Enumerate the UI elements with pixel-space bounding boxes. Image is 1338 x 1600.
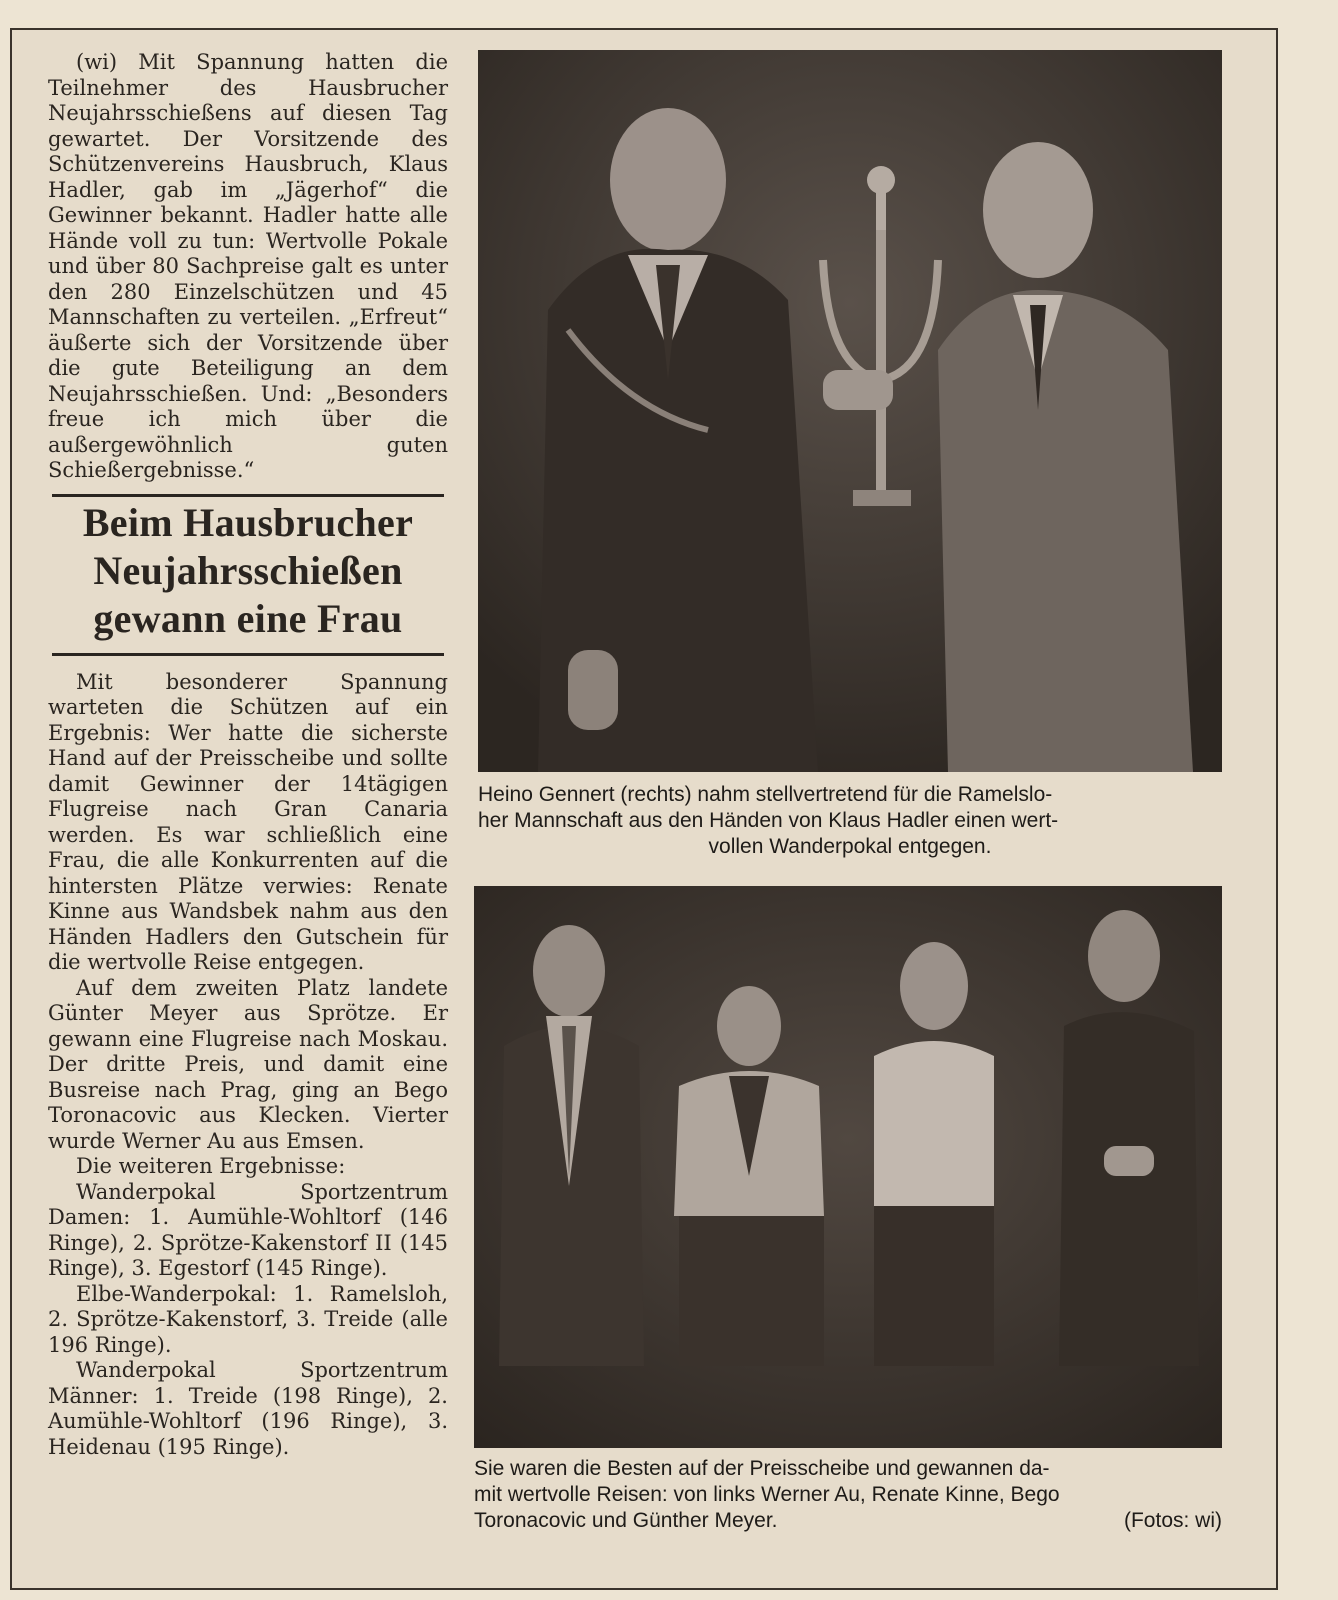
body-paragraph-4: Wanderpokal Sportzentrum Damen: 1. Aumühle-Wohltorf (146 Ringe), 2. Sprötze-Kakenstorf II (145 Ringe), 3. Egestorf (145 Ringe). <box>48 1179 448 1280</box>
body-paragraph-3: Die weiteren Ergebnisse: <box>76 1154 346 1178</box>
photo-1-caption <box>478 782 1222 860</box>
caption-2-line-1: Sie waren die Besten auf der Preisscheibe und gewannen da- <box>474 1457 1050 1480</box>
headline-top-rule <box>52 494 444 497</box>
caption-2-line-2: mit wertvolle Reisen: von links Werner Au, Renate Kinne, Bego <box>474 1483 1060 1506</box>
caption-2-line-3 <box>474 1508 1222 1534</box>
headline-line-2: Neujahrsschießen <box>93 547 403 593</box>
headline-bottom-rule <box>52 653 444 656</box>
body-paragraph-2: Auf dem zweiten Platz landete Günter Meyer aus Sprötze. Er gewann eine Flugreise nach Moskau. Der dritte Preis, und damit eine Busreise nach Prag, ging an Bego Toronacovic aus Klecken. Vierter wurde Werner Au aus Emsen. <box>48 975 448 1153</box>
body-paragraph-1: Mit besonderer Spannung warteten die Schützen auf ein Ergebnis: Wer hatte die sicherste Hand auf der Preisscheibe und sollte damit Gewinner der 14tägigen Flugreise nach Gran Canaria werden. Es war schließlich eine Frau, die alle Konkurrenten auf die hintersten Plätze verwies: Renate Kinne aus Wandsbek nahm aus den Händen Hadlers den Gutschein für die wertvolle Reise entgegen. <box>48 669 448 974</box>
intro-text: (wi) Mit Spannung hatten die Teilnehmer des Hausbrucher Neujahrsschießens auf diesen Tag gewartet. Der Vorsitzende des Schützenvereins Hausbruch, Klaus Hadler, gab im „Jägerhof“ die Gewinner bekannt. Hadler hatte alle Hände voll zu tun: Wertvolle Pokale und über 80 Sachpreise galt es unter den 280 Einzelschützen und 45 Mannschaften zu verteilen. „Erfreut“ äußerte sich der Vorsitzende über die gute Beteiligung an dem Neujahrsschießen. Und: „Besonders freue ich mich über die außergewöhnlich guten Schießergebnisse.“ <box>48 50 448 482</box>
article-body <box>48 670 448 1461</box>
newspaper-clipping <box>10 28 1278 1590</box>
headline-line-3: gewann eine Frau <box>93 595 403 641</box>
caption-1-line-2: her Mannschaft aus den Händen von Klaus Hadler einen wert- <box>478 809 1059 832</box>
body-paragraph-5: Elbe-Wanderpokal: 1. Ramelsloh, 2. Sprötze-Kakenstorf, 3. Treide (alle 196 Ringe). <box>48 1281 448 1357</box>
photo-2-caption <box>474 1456 1222 1534</box>
body-paragraph-6: Wanderpokal Sportzentrum Männer: 1. Treide (198 Ringe), 2. Aumühle-Wohltorf (196 Ringe), 3. Heidenau (195 Ringe). <box>48 1358 448 1459</box>
caption-1-line-1: Heino Gennert (rechts) nahm stellvertretend für die Ramelslo- <box>478 783 1053 806</box>
photo-trophy-handover <box>478 50 1222 772</box>
headline <box>48 499 448 643</box>
caption-2-line-3-text: Toronacovic und Günther Meyer. <box>474 1509 778 1532</box>
caption-1-line-3: vollen Wanderpokal entgegen. <box>708 835 992 858</box>
intro-paragraph <box>48 50 448 484</box>
headline-line-1: Beim Hausbrucher <box>82 499 414 545</box>
photo-winners-group <box>474 886 1222 1448</box>
article-column <box>48 50 448 1460</box>
photo-credit: (Fotos: wi) <box>1123 1509 1222 1532</box>
